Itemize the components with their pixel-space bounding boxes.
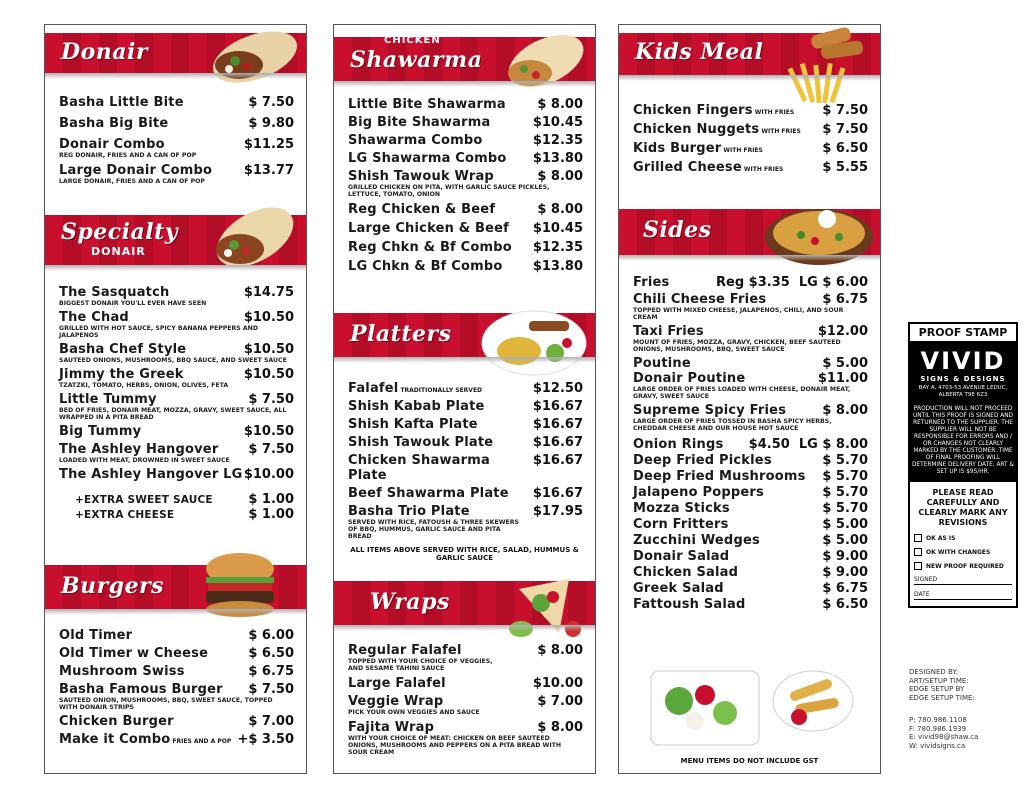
item-description: REG DONAIR, FRIES AND A CAN OF POP xyxy=(59,152,197,159)
item-description: SERVED WITH RICE, FATOUSH & THREE SKEWERS OF BBQ, HUMMUS, GARLIC SAUCE AND PITA BREAD xyxy=(348,519,519,540)
item-description: LARGE DONAIR, FRIES AND A CAN OF POP xyxy=(59,178,205,185)
menu-item: Corn Fritters $ 5.00 xyxy=(633,517,868,532)
menu-item: Mushroom Swiss $ 6.75 xyxy=(59,664,294,679)
menu-item: Large Donair Combo $13.77 xyxy=(59,163,294,178)
menu-item: LG Shawarma Combo $13.80 xyxy=(348,151,583,166)
menu-item: Supreme Spicy Fries $ 8.00 xyxy=(633,403,868,418)
menu-item: Chicken Shawarma Plate $16.67 xyxy=(348,453,583,483)
menu-item: Reg Chicken & Beef $ 8.00 xyxy=(348,202,583,217)
menu-item: Make it Combo FRIES AND A POP +$ 3.50 xyxy=(59,732,294,747)
item-description: SAUTEED ONION, MUSHROOMS, BBQ, SWEET SAUCE, TOPPED WITH DONAIR STRIPS xyxy=(59,697,273,711)
menu-item: Veggie Wrap $ 7.00 xyxy=(348,694,583,709)
item-description: BIGGEST DONAIR YOU'LL EVER HAVE SEEN xyxy=(59,300,207,307)
menu-item: The Ashley Hangover LG $10.00 xyxy=(59,467,294,482)
signed-line[interactable]: SIGNED xyxy=(914,576,1012,585)
shawarma-wrap-image xyxy=(494,27,589,97)
item-description: LARGE ORDER OF FRIES TOSSED IN BASHA SPICY HERBS, CHEDDAR CHEESE AND OUR HOUSE HOT SAUCE xyxy=(633,418,832,432)
specialty-donair-image xyxy=(200,197,300,279)
column-kids-sides xyxy=(618,24,881,774)
sides-banner xyxy=(619,209,880,255)
burgers-banner xyxy=(45,565,306,609)
menu-item: Beef Shawarma Plate $16.67 xyxy=(348,486,583,501)
chicken-fries-image xyxy=(781,27,876,109)
checkbox-icon[interactable] xyxy=(914,562,922,570)
vivid-logo: VIVID xyxy=(920,347,1006,375)
specialty-title: Specialty xyxy=(61,219,179,245)
donair-banner xyxy=(45,33,306,73)
menu-item: Zucchini Wedges $ 5.00 xyxy=(633,533,868,548)
menu-item: Poutine $ 5.00 xyxy=(633,356,868,371)
vivid-subtitle: SIGNS & DESIGNS xyxy=(920,375,1006,383)
proof-stamp xyxy=(908,322,1018,608)
designed-by-block: DESIGNED BY: ART/SETUP TIME: EDGE SETUP BY EDGE SETUP TIME: xyxy=(909,668,975,702)
burgers-title: Burgers xyxy=(61,573,165,599)
menu-item: Shish Kafta Plate $16.67 xyxy=(348,417,583,432)
platter-image xyxy=(479,303,589,379)
checkbox-icon[interactable] xyxy=(914,548,922,556)
menu-item: Basha Famous Burger $ 7.50 xyxy=(59,682,294,697)
menu-item: The Chad $10.50 xyxy=(59,310,294,325)
menu-item: Deep Fried Mushrooms $ 5.70 xyxy=(633,469,868,484)
menu-item: Taxi Fries $12.00 xyxy=(633,324,868,339)
menu-item: Large Falafel $10.00 xyxy=(348,676,583,691)
menu-item: Chicken Salad $ 9.00 xyxy=(633,565,868,580)
menu-item: Shish Tawouk Wrap $ 8.00 xyxy=(348,169,583,184)
menu-item: Big Bite Shawarma $10.45 xyxy=(348,115,583,130)
menu-item: Little Bite Shawarma $ 8.00 xyxy=(348,97,583,112)
item-description: WITH YOUR CHOICE OF MEAT: CHICKEN OR BEEF SAUTEED ONIONS, MUSHROOMS AND PEPPERS ON A PITA BREAD WITH SOUR CREAM xyxy=(348,735,562,756)
menu-item: Shish Kabab Plate $16.67 xyxy=(348,399,583,414)
wraps-banner xyxy=(334,581,595,625)
menu-item: The Ashley Hangover $ 7.50 xyxy=(59,442,294,457)
menu-item: Basha Trio Plate $17.95 xyxy=(348,504,583,519)
checkbox-new-proof[interactable]: NEW PROOF REQUIRED xyxy=(914,562,1012,570)
platters-title: Platters xyxy=(350,321,452,347)
checkbox-icon[interactable] xyxy=(914,534,922,542)
please-read: PLEASE READ CAREFULLY AND CLEARLY MARK ANY REVISIONS xyxy=(918,488,1008,527)
item-description: TOPPED WITH YOUR CHOICE OF VEGGIES, AND SESAME TAHINI SAUCE xyxy=(348,658,493,672)
poutine-image xyxy=(761,189,876,271)
kids-banner xyxy=(619,33,880,75)
shawarma-title: Shawarma xyxy=(350,47,483,73)
menu-item: Falafel TRADITIONALLY SERVED $12.50 xyxy=(348,381,583,396)
platters-banner xyxy=(334,313,595,357)
menu-item: Basha Big Bite $ 9.80 xyxy=(59,116,294,131)
shawarma-small-title: CHICKEN xyxy=(384,35,441,46)
menu-item: Donair Salad $ 9.00 xyxy=(633,549,868,564)
checkbox-ok-with-changes[interactable]: OK WITH CHANGES xyxy=(914,548,1012,556)
menu-item: Fries Reg $3.35 LG $ 6.00 xyxy=(633,275,868,290)
extra-item: +EXTRA CHEESE $ 1.00 xyxy=(75,507,294,522)
date-line[interactable]: DATE xyxy=(914,591,1012,600)
menu-item: Chili Cheese Fries $ 6.75 xyxy=(633,292,868,307)
menu-item: Little Tummy $ 7.50 xyxy=(59,392,294,407)
menu-item: Shish Tawouk Plate $16.67 xyxy=(348,435,583,450)
column-donair-specialty-burgers xyxy=(44,24,307,774)
checkbox-ok-as-is[interactable]: OK AS IS xyxy=(914,534,1012,542)
wrap-image xyxy=(499,569,589,645)
vivid-logo-block xyxy=(908,343,1018,482)
menu-item: Chicken Burger $ 7.00 xyxy=(59,714,294,729)
menu-item: LG Chkn & Bf Combo $13.80 xyxy=(348,259,583,274)
item-description: SAUTEED ONIONS, MUSHROOMS, BBQ SAUCE, AND SWEET SAUCE xyxy=(59,357,287,364)
menu-item: Kids Burger WITH FRIES $ 6.50 xyxy=(633,141,868,156)
approval-form xyxy=(908,482,1018,608)
item-description: GRILLED WITH HOT SAUCE, SPICY BANANA PEPPERS AND JALAPENOS xyxy=(59,325,258,339)
kids-title: Kids Meal xyxy=(635,39,764,65)
menu-item: Basha Little Bite $ 7.50 xyxy=(59,95,294,110)
menu-item: Donair Poutine $11.00 xyxy=(633,371,868,386)
menu-item: Greek Salad $ 6.75 xyxy=(633,581,868,596)
menu-item: Old Timer w Cheese $ 6.50 xyxy=(59,646,294,661)
proof-stamp-header: PROOF STAMP xyxy=(908,322,1018,343)
item-description: MOUNT OF FRIES, MOZZA, GRAVY, CHICKEN, BEEF SAUTEED ONIONS, MUSHROOMS, BBQ, SWEET SAUCE xyxy=(633,339,841,353)
menu-item: Regular Falafel $ 8.00 xyxy=(348,643,583,658)
salad-plates-image xyxy=(649,661,859,751)
menu-item: Reg Chkn & Bf Combo $12.35 xyxy=(348,240,583,255)
menu-item: Onion Rings $4.50 LG $ 8.00 xyxy=(633,437,868,452)
menu-item: Grilled Cheese WITH FRIES $ 5.55 xyxy=(633,160,868,175)
menu-item: Mozza Sticks $ 5.70 xyxy=(633,501,868,516)
production-warning: PRODUCTION WILL NOT PROCEED UNTIL THIS PROOF IS SIGNED AND RETURNED TO THE SUPPLIER. THE SUPPLIER WILL NOT BE RESPONSIBLE FOR ERRORS AND / OR CHANGES NOT CLEARLY MARKED BY THE CUSTOMER. TIME OF FINAL PROOFING WILL DETERMINE DELIVERY DATE. ART & SET UP IS $95/HR. xyxy=(912,406,1014,475)
item-description: PICK YOUR OWN VEGGIES AND SAUCE xyxy=(348,709,480,716)
menu-item: Basha Chef Style $10.50 xyxy=(59,342,294,357)
menu-item: Chicken Fingers WITH FRIES $ 7.50 xyxy=(633,103,868,118)
item-description: BED OF FRIES, DONAIR MEAT, MOZZA, GRAVY, SWEET SAUCE, ALL WRAPPED IN A PITA BREAD xyxy=(59,407,287,421)
specialty-banner xyxy=(45,215,306,265)
menu-item: Deep Fried Pickles $ 5.70 xyxy=(633,453,868,468)
item-description: TZATZKI, TOMATO, HERBS, ONION, OLIVES, FETA xyxy=(59,382,229,389)
menu-item: Fattoush Salad $ 6.50 xyxy=(633,597,868,612)
menu-item: Jimmy the Greek $10.50 xyxy=(59,367,294,382)
menu-item: Jalapeno Poppers $ 5.70 xyxy=(633,485,868,500)
menu-item: Fajita Wrap $ 8.00 xyxy=(348,720,583,735)
item-description: TOPPED WITH MIXED CHEESE, JALAPENOS, CHILI, AND SOUR CREAM xyxy=(633,307,844,321)
shawarma-banner xyxy=(334,37,595,81)
contact-block: P: 780.986.1108 F: 780.986.1939 E: vivid98@shaw.ca W: vividsigns.ca xyxy=(909,716,979,750)
vivid-address: BAY A, 4703-53 AVENUE LEDUC, ALBERTA T9E 6Z3 xyxy=(918,385,1008,398)
menu-item: Chicken Nuggets WITH FRIES $ 7.50 xyxy=(633,122,868,137)
item-description: LOADED WITH MEAT, DROWNED IN SWEET SAUCE xyxy=(59,457,230,464)
menu-item: Donair Combo $11.25 xyxy=(59,137,294,152)
donair-title: Donair xyxy=(61,39,148,65)
donair-wrap-image xyxy=(205,27,300,89)
extra-item: +EXTRA SWEET SAUCE $ 1.00 xyxy=(75,492,294,507)
menu-item: Old Timer $ 6.00 xyxy=(59,628,294,643)
wraps-title: Wraps xyxy=(370,589,450,615)
platters-note: ALL ITEMS ABOVE SERVED WITH RICE, SALAD, HUMMUS & GARLIC SAUCE xyxy=(350,546,579,562)
item-description: LARGE ORDER OF FRIES LOADED WITH CHEESE, DONAIR MEAT, GRAVY, SWEET SAUCE xyxy=(633,386,851,400)
item-description: GRILLED CHICKEN ON PITA, WITH GARLIC SAUCE PICKLES, LETTUCE, TOMATO, ONION xyxy=(348,184,550,198)
menu-item: Large Chicken & Beef $10.45 xyxy=(348,221,583,236)
gst-footer: MENU ITEMS DO NOT INCLUDE GST xyxy=(680,757,819,765)
menu-item: The Sasquatch $14.75 xyxy=(59,285,294,300)
burger-image xyxy=(200,549,280,619)
sides-title: Sides xyxy=(643,217,712,243)
column-shawarma-platters-wraps xyxy=(333,24,596,774)
menu-item: Shawarma Combo $12.35 xyxy=(348,133,583,148)
menu-item: Big Tummy $10.50 xyxy=(59,424,294,439)
specialty-subtitle: DONAIR xyxy=(91,245,146,258)
